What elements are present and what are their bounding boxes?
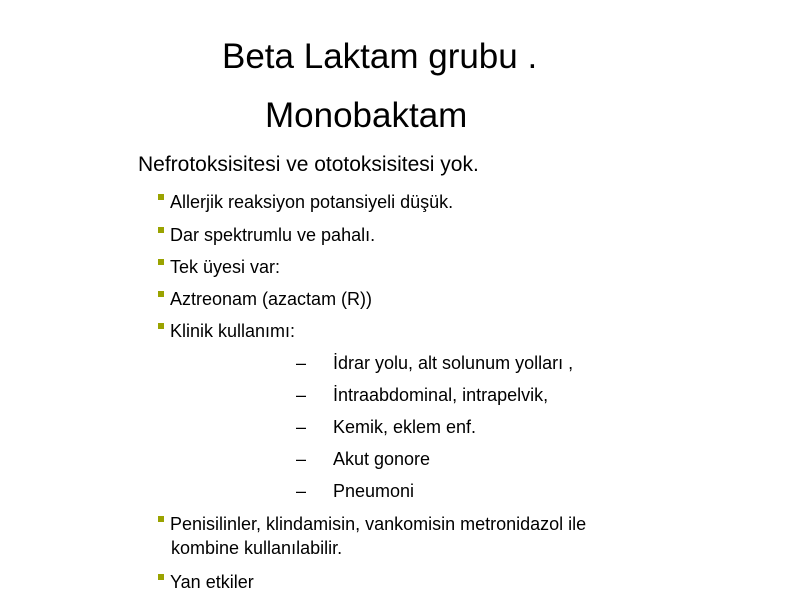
sub-item-text: Akut gonore bbox=[333, 449, 431, 469]
bullet-text: Penisilinler, klindamisin, vankomisin metronidazol ile bbox=[170, 514, 587, 534]
dash-marker: – bbox=[296, 353, 307, 373]
sub-item bbox=[296, 383, 548, 407]
slide-title-line-2: Monobaktam bbox=[265, 96, 468, 135]
bullet-item bbox=[158, 287, 372, 311]
sub-item-text: Pneumoni bbox=[333, 481, 415, 501]
bullet-item bbox=[158, 512, 718, 560]
dash-marker: – bbox=[296, 449, 307, 469]
bullet-square-icon bbox=[158, 323, 164, 329]
sub-item bbox=[296, 479, 414, 503]
bullet-square-icon bbox=[158, 194, 164, 200]
sub-item-text: İntraabdominal, intrapelvik, bbox=[333, 385, 549, 405]
bullet-text: Dar spektrumlu ve pahalı. bbox=[170, 225, 376, 245]
bullet-square-icon bbox=[158, 227, 164, 233]
bullet-item bbox=[158, 255, 280, 279]
dash-marker: – bbox=[296, 417, 307, 437]
bullet-text-continuation: kombine kullanılabilir. bbox=[171, 538, 343, 558]
bullet-square-icon bbox=[158, 259, 164, 265]
bullet-item bbox=[158, 190, 453, 214]
bullet-item bbox=[158, 570, 254, 594]
bullet-square-icon bbox=[158, 516, 164, 522]
bullet-text: Yan etkiler bbox=[170, 572, 254, 592]
slide-title-line-1: Beta Laktam grubu . bbox=[222, 37, 538, 76]
bullet-text: Aztreonam (azactam (R)) bbox=[170, 289, 373, 309]
sub-item-text: Kemik, eklem enf. bbox=[333, 417, 477, 437]
sub-item bbox=[296, 351, 573, 375]
bullet-square-icon bbox=[158, 291, 164, 297]
bullet-text: Klinik kullanımı: bbox=[170, 321, 296, 341]
lead-statement: Nefrotoksisitesi ve ototoksisitesi yok. bbox=[138, 153, 479, 176]
sub-item bbox=[296, 415, 476, 439]
bullet-item bbox=[158, 319, 295, 343]
bullet-item bbox=[158, 223, 375, 247]
bullet-text: Allerjik reaksiyon potansiyeli düşük. bbox=[170, 192, 454, 212]
sub-item-text: İdrar yolu, alt solunum yolları , bbox=[333, 353, 574, 373]
bullet-square-icon bbox=[158, 574, 164, 580]
dash-marker: – bbox=[296, 385, 307, 405]
sub-item bbox=[296, 447, 430, 471]
bullet-text: Tek üyesi var: bbox=[170, 257, 281, 277]
dash-marker: – bbox=[296, 481, 307, 501]
